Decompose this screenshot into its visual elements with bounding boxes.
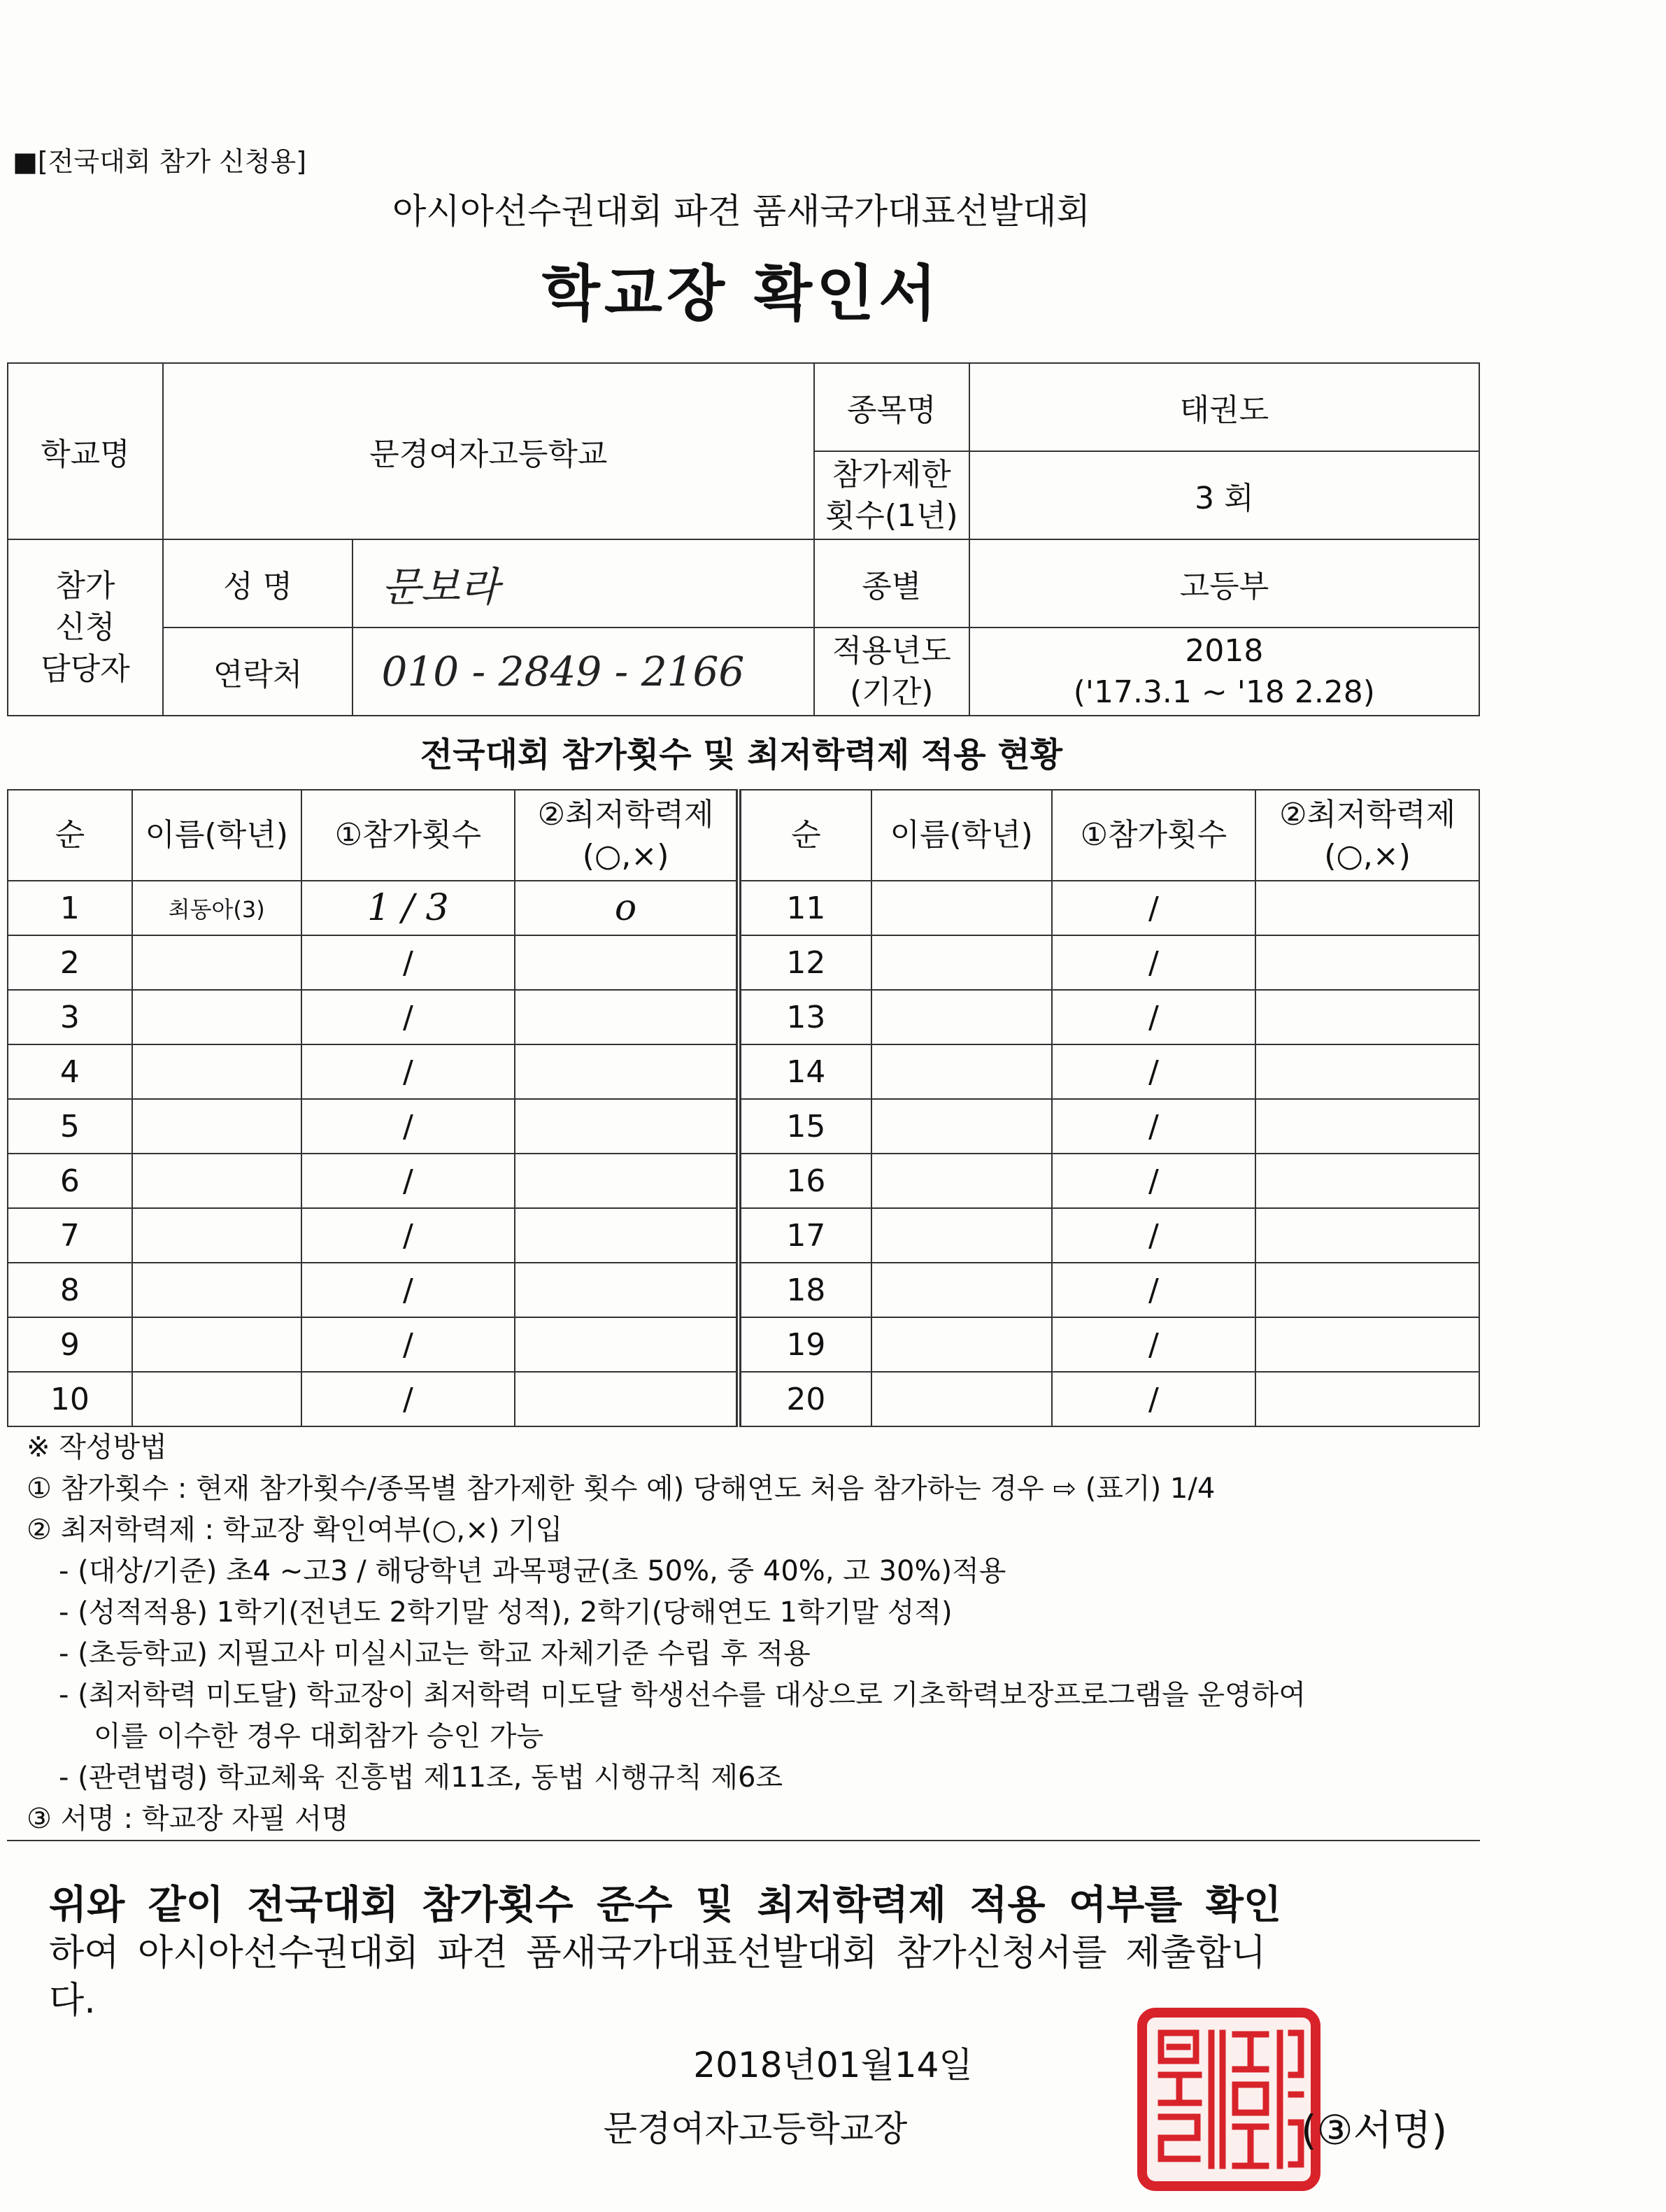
- col-min-right-line1: ②최저학력제: [1279, 796, 1456, 832]
- table-row: [8, 935, 1479, 990]
- cell-name: [871, 1372, 1052, 1426]
- cell-name: [871, 1044, 1052, 1099]
- cell-min: [1255, 1317, 1479, 1372]
- cell-min: [515, 1099, 739, 1154]
- cell-min: [515, 1154, 739, 1208]
- cell-no: 6: [8, 1154, 132, 1208]
- cell-count: /: [1052, 1044, 1256, 1099]
- applicant-label-line1: 참가: [55, 567, 115, 604]
- category-label: 종별: [814, 539, 969, 628]
- cell-no: 14: [739, 1044, 871, 1099]
- applicant-label-line2: 신청: [55, 609, 115, 646]
- cell-no: 11: [739, 881, 871, 935]
- cell-min: [1255, 1263, 1479, 1317]
- cell-no: 16: [739, 1154, 871, 1208]
- principal-name: 문경여자고등학교장: [603, 2108, 908, 2149]
- cell-count: /: [1052, 935, 1256, 990]
- limit-label-line1: 참가제한: [832, 456, 951, 492]
- cell-min: [1255, 1099, 1479, 1154]
- year-label-line1: 적용년도: [832, 632, 951, 669]
- note-2d-cont: 이를 이수한 경우 대회참가 승인 가능: [94, 1720, 544, 1752]
- col-name-left: 이름(학년): [132, 790, 301, 881]
- cell-min: [515, 1263, 739, 1317]
- cell-name: [871, 1317, 1052, 1372]
- issue-date: 2018년01월14일: [693, 2045, 973, 2085]
- year-period: ('17.3.1 ~ '18 2.28): [1073, 674, 1375, 710]
- cell-min: [1255, 1208, 1479, 1263]
- year-value: 2018: [1185, 632, 1264, 669]
- col-min-left-line1: ②최저학력제: [537, 796, 714, 832]
- cell-name: [871, 1154, 1052, 1208]
- instructions-heading: ※ 작성방법: [27, 1431, 167, 1463]
- cell-no: 10: [8, 1372, 132, 1426]
- table-row: [8, 1317, 1479, 1372]
- table-row: [8, 1044, 1479, 1099]
- cell-count: /: [1052, 881, 1256, 935]
- form-tag: ■[전국대회 참가 신청용]: [13, 146, 307, 177]
- event-value: 태권도: [969, 363, 1479, 451]
- col-no-right: 순: [739, 790, 871, 881]
- cell-no: 15: [739, 1099, 871, 1154]
- cell-name: [132, 1099, 301, 1154]
- cell-count: /: [1052, 1263, 1256, 1317]
- cell-min: o: [515, 881, 739, 935]
- cell-name: [132, 1317, 301, 1372]
- year-label-line2: (기간): [850, 674, 934, 710]
- section-title: 전국대회 참가횟수 및 최저학력제 적용 현황: [420, 735, 1063, 774]
- official-seal-stamp: [1137, 2008, 1320, 2191]
- cell-name: [132, 1154, 301, 1208]
- cell-count: /: [1052, 1099, 1256, 1154]
- applicant-label: [8, 539, 163, 716]
- cell-count: /: [301, 1044, 515, 1099]
- cell-no: 2: [8, 935, 132, 990]
- participation-table: [7, 789, 1480, 1427]
- cell-no: 20: [739, 1372, 871, 1426]
- table-header-row: [8, 790, 1479, 881]
- note-1: ① 참가횟수 : 현재 참가횟수/종목별 참가제한 횟수 예) 당해연도 처음 참가하는 경우 ⇨ (표기) 1/4: [27, 1473, 1216, 1505]
- contact-value: 010 - 2849 - 2166: [353, 628, 813, 716]
- cell-name: [871, 881, 1052, 935]
- cell-min: [515, 1372, 739, 1426]
- cell-no: 18: [739, 1263, 871, 1317]
- event-label: 종목명: [814, 363, 969, 451]
- cell-min: [515, 1044, 739, 1099]
- col-min-left-line2: (○,×): [582, 838, 669, 874]
- limit-label-line2: 횟수(1년): [825, 498, 958, 534]
- note-2c: - (초등학교) 지필고사 미실시교는 학교 자체기준 수립 후 적용: [59, 1638, 811, 1670]
- confirmation-statement: [49, 1882, 1448, 2025]
- cell-no: 13: [739, 990, 871, 1044]
- cell-min: [1255, 1044, 1479, 1099]
- cell-min: [1255, 990, 1479, 1044]
- cell-no: 19: [739, 1317, 871, 1372]
- contact-label: 연락처: [163, 628, 353, 716]
- cell-name: [871, 1208, 1052, 1263]
- table-row: [8, 1099, 1479, 1154]
- note-3: ③ 서명 : 학교장 자필 서명: [27, 1803, 349, 1835]
- table-row: [8, 1263, 1479, 1317]
- applicant-name-value: 문보라: [353, 539, 813, 628]
- confirm-line3: 다.: [49, 1980, 96, 2022]
- seal-glyph-icon: [1147, 2018, 1311, 2181]
- col-min-right-line2: (○,×): [1324, 838, 1411, 874]
- table-row: [8, 1154, 1479, 1208]
- cell-count: /: [301, 1263, 515, 1317]
- cell-name: [132, 935, 301, 990]
- table-row: [8, 1208, 1479, 1263]
- col-no-left: 순: [8, 790, 132, 881]
- cell-no: 7: [8, 1208, 132, 1263]
- cell-no: 9: [8, 1317, 132, 1372]
- divider-line: [7, 1840, 1480, 1841]
- cell-name: [871, 1263, 1052, 1317]
- instructions: [27, 1427, 1467, 1840]
- cell-name: [871, 990, 1052, 1044]
- cell-name: [132, 1044, 301, 1099]
- note-2b: - (성적적용) 1학기(전년도 2학기말 성적), 2학기(당해연도 1학기말 성적): [59, 1596, 953, 1629]
- note-2e: - (관련법령) 학교체육 진흥법 제11조, 동법 시행규칙 제6조: [59, 1761, 783, 1794]
- cell-count: /: [1052, 1317, 1256, 1372]
- cell-count: /: [301, 1154, 515, 1208]
- cell-count: /: [301, 1317, 515, 1372]
- form-subtitle: 아시아선수권대회 파견 품새국가대표선발대회: [392, 191, 1090, 232]
- cell-count: /: [301, 990, 515, 1044]
- col-name-right: 이름(학년): [871, 790, 1052, 881]
- cell-count: 1 / 3: [301, 881, 515, 935]
- confirm-line1: 위와 같이 전국대회 참가횟수 준수 및 최저학력제 적용 여부를 확인: [49, 1883, 1282, 1928]
- applicant-label-line3: 담당자: [41, 651, 130, 687]
- year-label: [814, 628, 969, 716]
- school-name-value: 문경여자고등학교: [163, 363, 814, 539]
- limit-label: [814, 451, 969, 539]
- cell-no: 17: [739, 1208, 871, 1263]
- school-name-label: 학교명: [8, 363, 163, 539]
- col-count-right: ①참가횟수: [1052, 790, 1256, 881]
- cell-min: [515, 1208, 739, 1263]
- table-row: [8, 1372, 1479, 1426]
- table-row: [8, 881, 1479, 935]
- cell-min: [515, 935, 739, 990]
- cell-min: [515, 1317, 739, 1372]
- limit-value: 3 회: [969, 451, 1479, 539]
- cell-no: 1: [8, 881, 132, 935]
- cell-count: /: [1052, 1208, 1256, 1263]
- cell-min: [1255, 1372, 1479, 1426]
- signature-label: (③서명): [1301, 2106, 1448, 2154]
- cell-count: /: [301, 935, 515, 990]
- cell-no: 3: [8, 990, 132, 1044]
- cell-name: [871, 935, 1052, 990]
- cell-count: /: [301, 1372, 515, 1426]
- cell-no: 12: [739, 935, 871, 990]
- cell-count: /: [301, 1099, 515, 1154]
- table-row: [8, 990, 1479, 1044]
- note-2d: - (최저학력 미도달) 학교장이 최저학력 미도달 학생선수를 대상으로 기초학력보장프로그램을 운영하여: [59, 1679, 1306, 1711]
- year-value-cell: [969, 628, 1479, 716]
- applicant-name-label: 성 명: [163, 539, 353, 628]
- cell-no: 8: [8, 1263, 132, 1317]
- note-2a: - (대상/기준) 초4 ~고3 / 해당학년 과목평균(초 50%, 중 40%, 고 30%)적용: [59, 1555, 1006, 1587]
- cell-name: [132, 1372, 301, 1426]
- cell-min: [515, 990, 739, 1044]
- cell-name: [132, 1263, 301, 1317]
- cell-count: /: [301, 1208, 515, 1263]
- form-title: 학교장 확인서: [541, 259, 941, 329]
- note-2: ② 최저학력제 : 학교장 확인여부(○,×) 기입: [27, 1514, 563, 1546]
- cell-name: 최동아(3): [132, 881, 301, 935]
- cell-no: 4: [8, 1044, 132, 1099]
- cell-count: /: [1052, 1372, 1256, 1426]
- cell-no: 5: [8, 1099, 132, 1154]
- cell-min: [1255, 881, 1479, 935]
- col-min-left: [515, 790, 739, 881]
- cell-name: [871, 1099, 1052, 1154]
- cell-name: [132, 990, 301, 1044]
- cell-min: [1255, 1154, 1479, 1208]
- school-info-table: [7, 362, 1480, 716]
- col-count-left: ①참가횟수: [301, 790, 515, 881]
- category-value: 고등부: [969, 539, 1479, 628]
- col-min-right: [1255, 790, 1479, 881]
- cell-count: /: [1052, 990, 1256, 1044]
- cell-name: [132, 1208, 301, 1263]
- cell-count: /: [1052, 1154, 1256, 1208]
- confirm-line2: 하여 아시아선수권대회 파견 품새국가대표선발대회 참가신청서를 제출합니: [49, 1932, 1267, 1974]
- cell-min: [1255, 935, 1479, 990]
